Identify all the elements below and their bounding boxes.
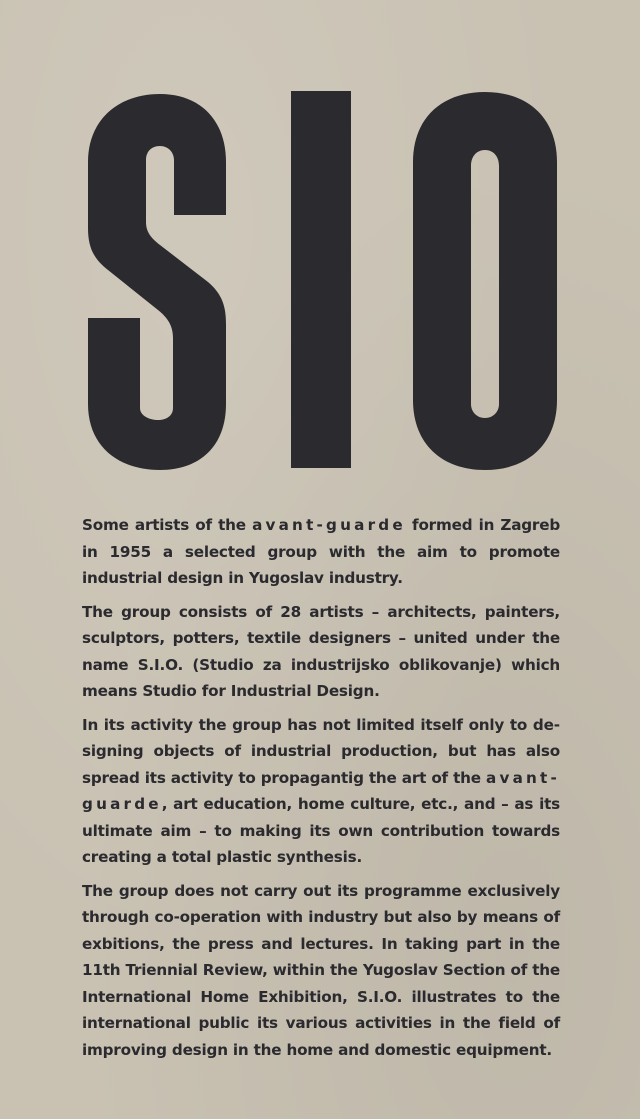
paragraph-2 bbox=[82, 599, 560, 705]
paragraph-1-text-b: formed in Zagreb in 1955 a selected group with the aim to promote industrial design in Yugoslav industry. bbox=[82, 516, 560, 587]
paragraph-3-text-a: In its activity the group has not limited itself only to designing objects of industrial production, but has also spread its activity to propagantig the art of the bbox=[82, 715, 560, 787]
paragraph-2-text: The group consists of 28 artists – architects, painters, sculptors, potters, textile designers – united under the name S.I.O. (Studio za industrijsko oblikovanje) which means Studio for Industrial Design. bbox=[82, 602, 560, 700]
paragraph-1-text-a: Some artists of the bbox=[82, 516, 253, 534]
paragraph-3 bbox=[82, 712, 560, 871]
paragraph-3-emphasis: avant-guarde bbox=[82, 768, 560, 813]
logo-letter-s bbox=[88, 94, 226, 470]
sio-logo bbox=[0, 0, 640, 480]
logo-letter-o bbox=[413, 92, 557, 470]
description-text bbox=[82, 512, 560, 1070]
paragraph-1-emphasis: avant-guarde bbox=[252, 516, 406, 534]
paragraph-4 bbox=[82, 878, 560, 1064]
logo-letter-i bbox=[291, 91, 351, 468]
paragraph-4-text: The group does not carry out its programme exclusively through co-operation with industry but also by means of exbitions, the press and lectures. In taking part in the 11th Triennial Review, within the Yugoslav Section of the International Home Exhibition, S.I.O. illustrates to the international public its various activities in the field of improving design in the home and domestic equipment. bbox=[82, 881, 560, 1059]
paragraph-3-text-b: , art education, home culture, etc., and – as its ultimate aim – to making its own contribution towards creating a total plastic synthesis. bbox=[82, 795, 560, 866]
paragraph-1 bbox=[82, 512, 560, 592]
